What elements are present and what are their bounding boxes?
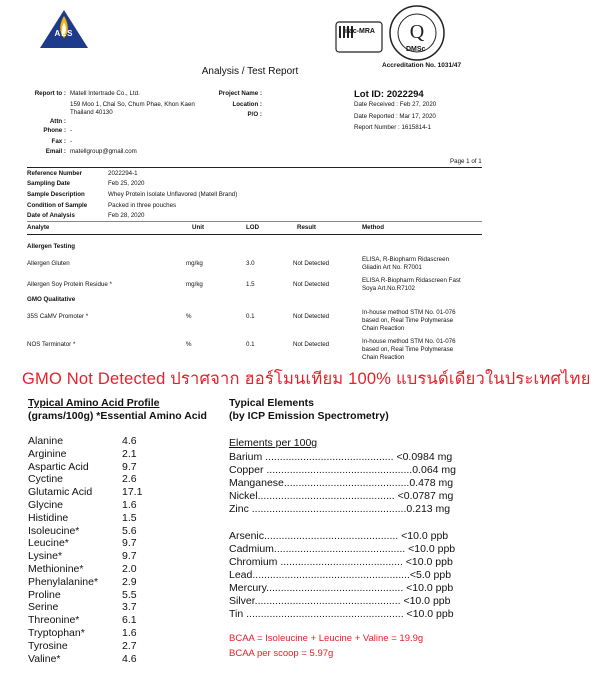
- amino-value: 9.7: [122, 550, 137, 563]
- table-cell-lod: 0.1: [246, 341, 255, 348]
- amino-value: 6.1: [122, 614, 137, 627]
- amino-row: [28, 435, 137, 447]
- amino-name: Valine*: [28, 652, 61, 665]
- element-row: Zinc .....................................................0.213 mg: [229, 503, 451, 515]
- amino-name: Arginine: [28, 447, 67, 460]
- table-cell-method: based on, Real Time Polymerase: [362, 346, 454, 353]
- po-label: P/O :: [247, 111, 262, 118]
- table-cell-method: ELISA, R-Biopharm Ridascreen: [362, 256, 450, 263]
- sample-value: Whey Protein Isolate Unflavored (Matell Brand): [108, 191, 238, 198]
- elements-title: Typical Elements: [229, 397, 315, 409]
- amino-value: 5.5: [122, 588, 137, 601]
- table-cell-unit: %: [186, 313, 192, 320]
- report-to-label: Report to :: [34, 90, 66, 97]
- amino-name: Methionine*: [28, 563, 84, 575]
- table-cell-lod: 0.1: [246, 313, 255, 320]
- amino-row: [28, 511, 137, 524]
- dmsc-seal: [388, 4, 446, 62]
- amino-name: Isoleucine*: [28, 524, 80, 537]
- table-cell-result: Not Detected: [293, 341, 330, 348]
- amino-list: [28, 435, 188, 665]
- amino-subtitle: (grams/100g) *Essential Amino Acid: [28, 410, 207, 422]
- amino-title: Typical Amino Acid Profile: [28, 397, 160, 409]
- amino-value: 4.6: [122, 435, 137, 447]
- element-row: Manganese...........................................0.478 mg: [229, 477, 454, 489]
- table-cell-unit: mg/kg: [186, 260, 203, 267]
- amino-value: 5.6: [122, 524, 137, 537]
- element-row: Chromium .......................................... <10.0 ppb: [229, 556, 453, 568]
- amino-row: [28, 639, 137, 652]
- address-line1: 159 Moo 1, Chai So, Chum Phae, Khon Kaen: [70, 101, 195, 108]
- email-value: matellgroup@gmail.com: [70, 148, 137, 155]
- table-cell-method: Soya Art.No.R7102: [362, 285, 415, 292]
- date-reported: Date Reported : Mar 17, 2020: [354, 113, 436, 120]
- amino-row: [28, 524, 137, 537]
- table-cell-method: based on, Real Time Polymerase: [362, 317, 454, 324]
- amino-name: Glutamic Acid: [28, 486, 93, 499]
- table-cell-result: Not Detected: [293, 313, 330, 320]
- location-label: Location :: [232, 101, 262, 108]
- sample-value: Feb 28, 2020: [108, 212, 145, 219]
- amino-name: Phenylalanine*: [28, 575, 99, 588]
- als-logo-text: ALS: [54, 29, 74, 38]
- amino-value: 1.6: [122, 627, 137, 639]
- element-row: Barium ............................................ <0.0984 mg: [229, 451, 453, 463]
- lot-id: Lot ID: 2022294: [354, 89, 424, 100]
- col-analyte: Analyte: [27, 224, 50, 231]
- table-cell-method: Chain Reaction: [362, 354, 405, 361]
- amino-value: 4.6: [122, 652, 137, 665]
- bcaa-formula: BCAA = Isoleucine + Leucine + Valine = 19.9g: [229, 633, 424, 644]
- amino-name: Cyctine: [28, 473, 64, 486]
- page-number: Page 1 of 1: [450, 158, 482, 165]
- element-row: Arsenic.............................................. <10.0 ppb: [229, 530, 449, 542]
- element-row: Cadmium............................................. <10.0 ppb: [229, 543, 456, 555]
- amino-row: [28, 614, 137, 627]
- sample-label: Sampling Date: [27, 180, 70, 187]
- amino-row: [28, 486, 143, 499]
- table-cell-analyte: 35S CaMV Promoter *: [27, 313, 89, 320]
- elements-per-100g: Elements per 100g: [229, 437, 318, 449]
- amino-value: 2.1: [122, 447, 137, 460]
- ilac-mra-logo: [334, 18, 384, 58]
- amino-row: [28, 588, 137, 601]
- svg-text:Q: Q: [409, 21, 425, 43]
- element-row: Tin ...................................................... <10.0 ppb: [229, 608, 454, 620]
- amino-row: [28, 460, 137, 473]
- amino-row: [28, 550, 137, 563]
- amino-row: [28, 473, 137, 486]
- report-number: Report Number : 1615814-1: [354, 124, 432, 131]
- amino-value: 2.7: [122, 639, 137, 652]
- amino-value: 17.1: [122, 486, 143, 499]
- amino-row: [28, 575, 137, 588]
- amino-value: 3.7: [122, 601, 137, 614]
- amino-value: 1.5: [122, 511, 137, 524]
- fax-value: -: [70, 138, 73, 145]
- amino-row: [28, 499, 137, 511]
- divider: [27, 221, 482, 222]
- amino-value: 2.0: [122, 563, 137, 575]
- project-name-label: Project Name :: [218, 90, 262, 97]
- divider: [27, 234, 482, 235]
- sample-label: Condition of Sample: [27, 202, 88, 209]
- table-cell-method: Chain Reaction: [362, 325, 405, 332]
- table-cell-lod: 1.5: [246, 281, 255, 288]
- table-cell-method: Gliadin Art No. R7001: [362, 264, 422, 271]
- amino-name: Aspartic Acid: [28, 460, 89, 473]
- divider: [27, 167, 482, 168]
- accreditation-number: Accreditation No. 1031/47: [382, 62, 462, 69]
- gmo-banner: GMO Not Detected ปราศจาก ฮอร์โมนเทียม 100% แบรนด์เดียวในประเทศไทย: [22, 370, 591, 388]
- table-cell-method: ELISA R-Biopharm Ridascreen Fast: [362, 277, 461, 284]
- element-row: Mercury............................................... <10.0 ppb: [229, 582, 454, 594]
- report-title: Analysis / Test Report: [201, 66, 299, 77]
- element-row: Silver.................................................. <10.0 ppb: [229, 595, 451, 607]
- element-row: Nickel............................................... <0.0787 mg: [229, 490, 454, 502]
- table-cell-analyte: Allergen Gluten: [27, 260, 70, 267]
- date-received: Date Received : Feb 27, 2020: [354, 101, 437, 108]
- table-cell-analyte: Allergen Soy Protein Residue *: [27, 281, 112, 288]
- amino-row: [28, 601, 137, 614]
- attn-label: Attn :: [49, 118, 66, 125]
- amino-value: 9.7: [122, 537, 137, 550]
- col-method: Method: [362, 224, 384, 231]
- amino-value: 2.9: [122, 575, 137, 588]
- table-cell-result: Not Detected: [293, 281, 330, 288]
- table-cell-method: In-house method STM No. 01-076: [362, 338, 456, 345]
- sample-value: 2022294-1: [108, 170, 138, 177]
- amino-name: Tryptophan*: [28, 627, 85, 639]
- sample-label: Reference Number: [27, 170, 83, 177]
- table-cell-analyte: NOS Terminator *: [27, 341, 76, 348]
- amino-name: Lysine*: [28, 550, 63, 563]
- table-cell-method: In-house method STM No. 01-076: [362, 309, 456, 316]
- col-unit: Unit: [192, 224, 205, 231]
- amino-name: Glycine: [28, 499, 64, 511]
- dmsc-seal-text: DMSc: [406, 46, 426, 53]
- bcaa-per-scoop: BCAA per scoop = 5.97g: [229, 648, 334, 659]
- table-cell-lod: 3.0: [246, 260, 255, 267]
- col-lod: LOD: [246, 224, 260, 231]
- report-to-name: Matell Intertrade Co., Ltd.: [70, 90, 140, 97]
- table-cell-unit: %: [186, 341, 192, 348]
- email-label: Email :: [45, 148, 66, 155]
- amino-name: Proline: [28, 588, 61, 601]
- amino-value: 1.6: [122, 499, 137, 511]
- allergen-section-title: Allergen Testing: [27, 243, 76, 250]
- elements-subtitle: (by ICP Emission Spectrometry): [229, 410, 389, 422]
- amino-name: Threonine*: [28, 614, 80, 627]
- gmo-section-title: GMO Qualitative: [27, 296, 76, 303]
- amino-row: [28, 627, 137, 639]
- amino-row: [28, 537, 137, 550]
- address-line2: Thailand 40130: [70, 109, 113, 116]
- sample-label: Sample Description: [27, 191, 85, 198]
- ilac-mra-text: ilac-MRA: [345, 28, 375, 35]
- phone-value: -: [70, 127, 73, 134]
- amino-value: 9.7: [122, 460, 137, 473]
- sample-label: Date of Analysis: [27, 212, 75, 219]
- element-row: Lead......................................................<5.0 ppb: [229, 569, 452, 581]
- amino-name: Histidine: [28, 511, 69, 524]
- amino-row: [28, 447, 137, 460]
- sample-value: Feb 25, 2020: [108, 180, 145, 187]
- amino-value: 2.6: [122, 473, 137, 486]
- amino-row: [28, 652, 137, 665]
- amino-name: Alanine: [28, 435, 64, 447]
- amino-name: Leucine*: [28, 537, 69, 550]
- phone-label: Phone :: [43, 127, 66, 134]
- amino-name: Serine: [28, 601, 59, 614]
- sample-value: Packed in three pouches: [108, 202, 177, 209]
- table-cell-unit: mg/kg: [186, 281, 203, 288]
- table-cell-result: Not Detected: [293, 260, 330, 267]
- amino-name: Tyrosine: [28, 639, 68, 652]
- col-result: Result: [297, 224, 316, 231]
- element-row: Copper ..................................................0.064 mg: [229, 464, 456, 476]
- fax-label: Fax :: [51, 138, 66, 145]
- amino-row: [28, 563, 137, 575]
